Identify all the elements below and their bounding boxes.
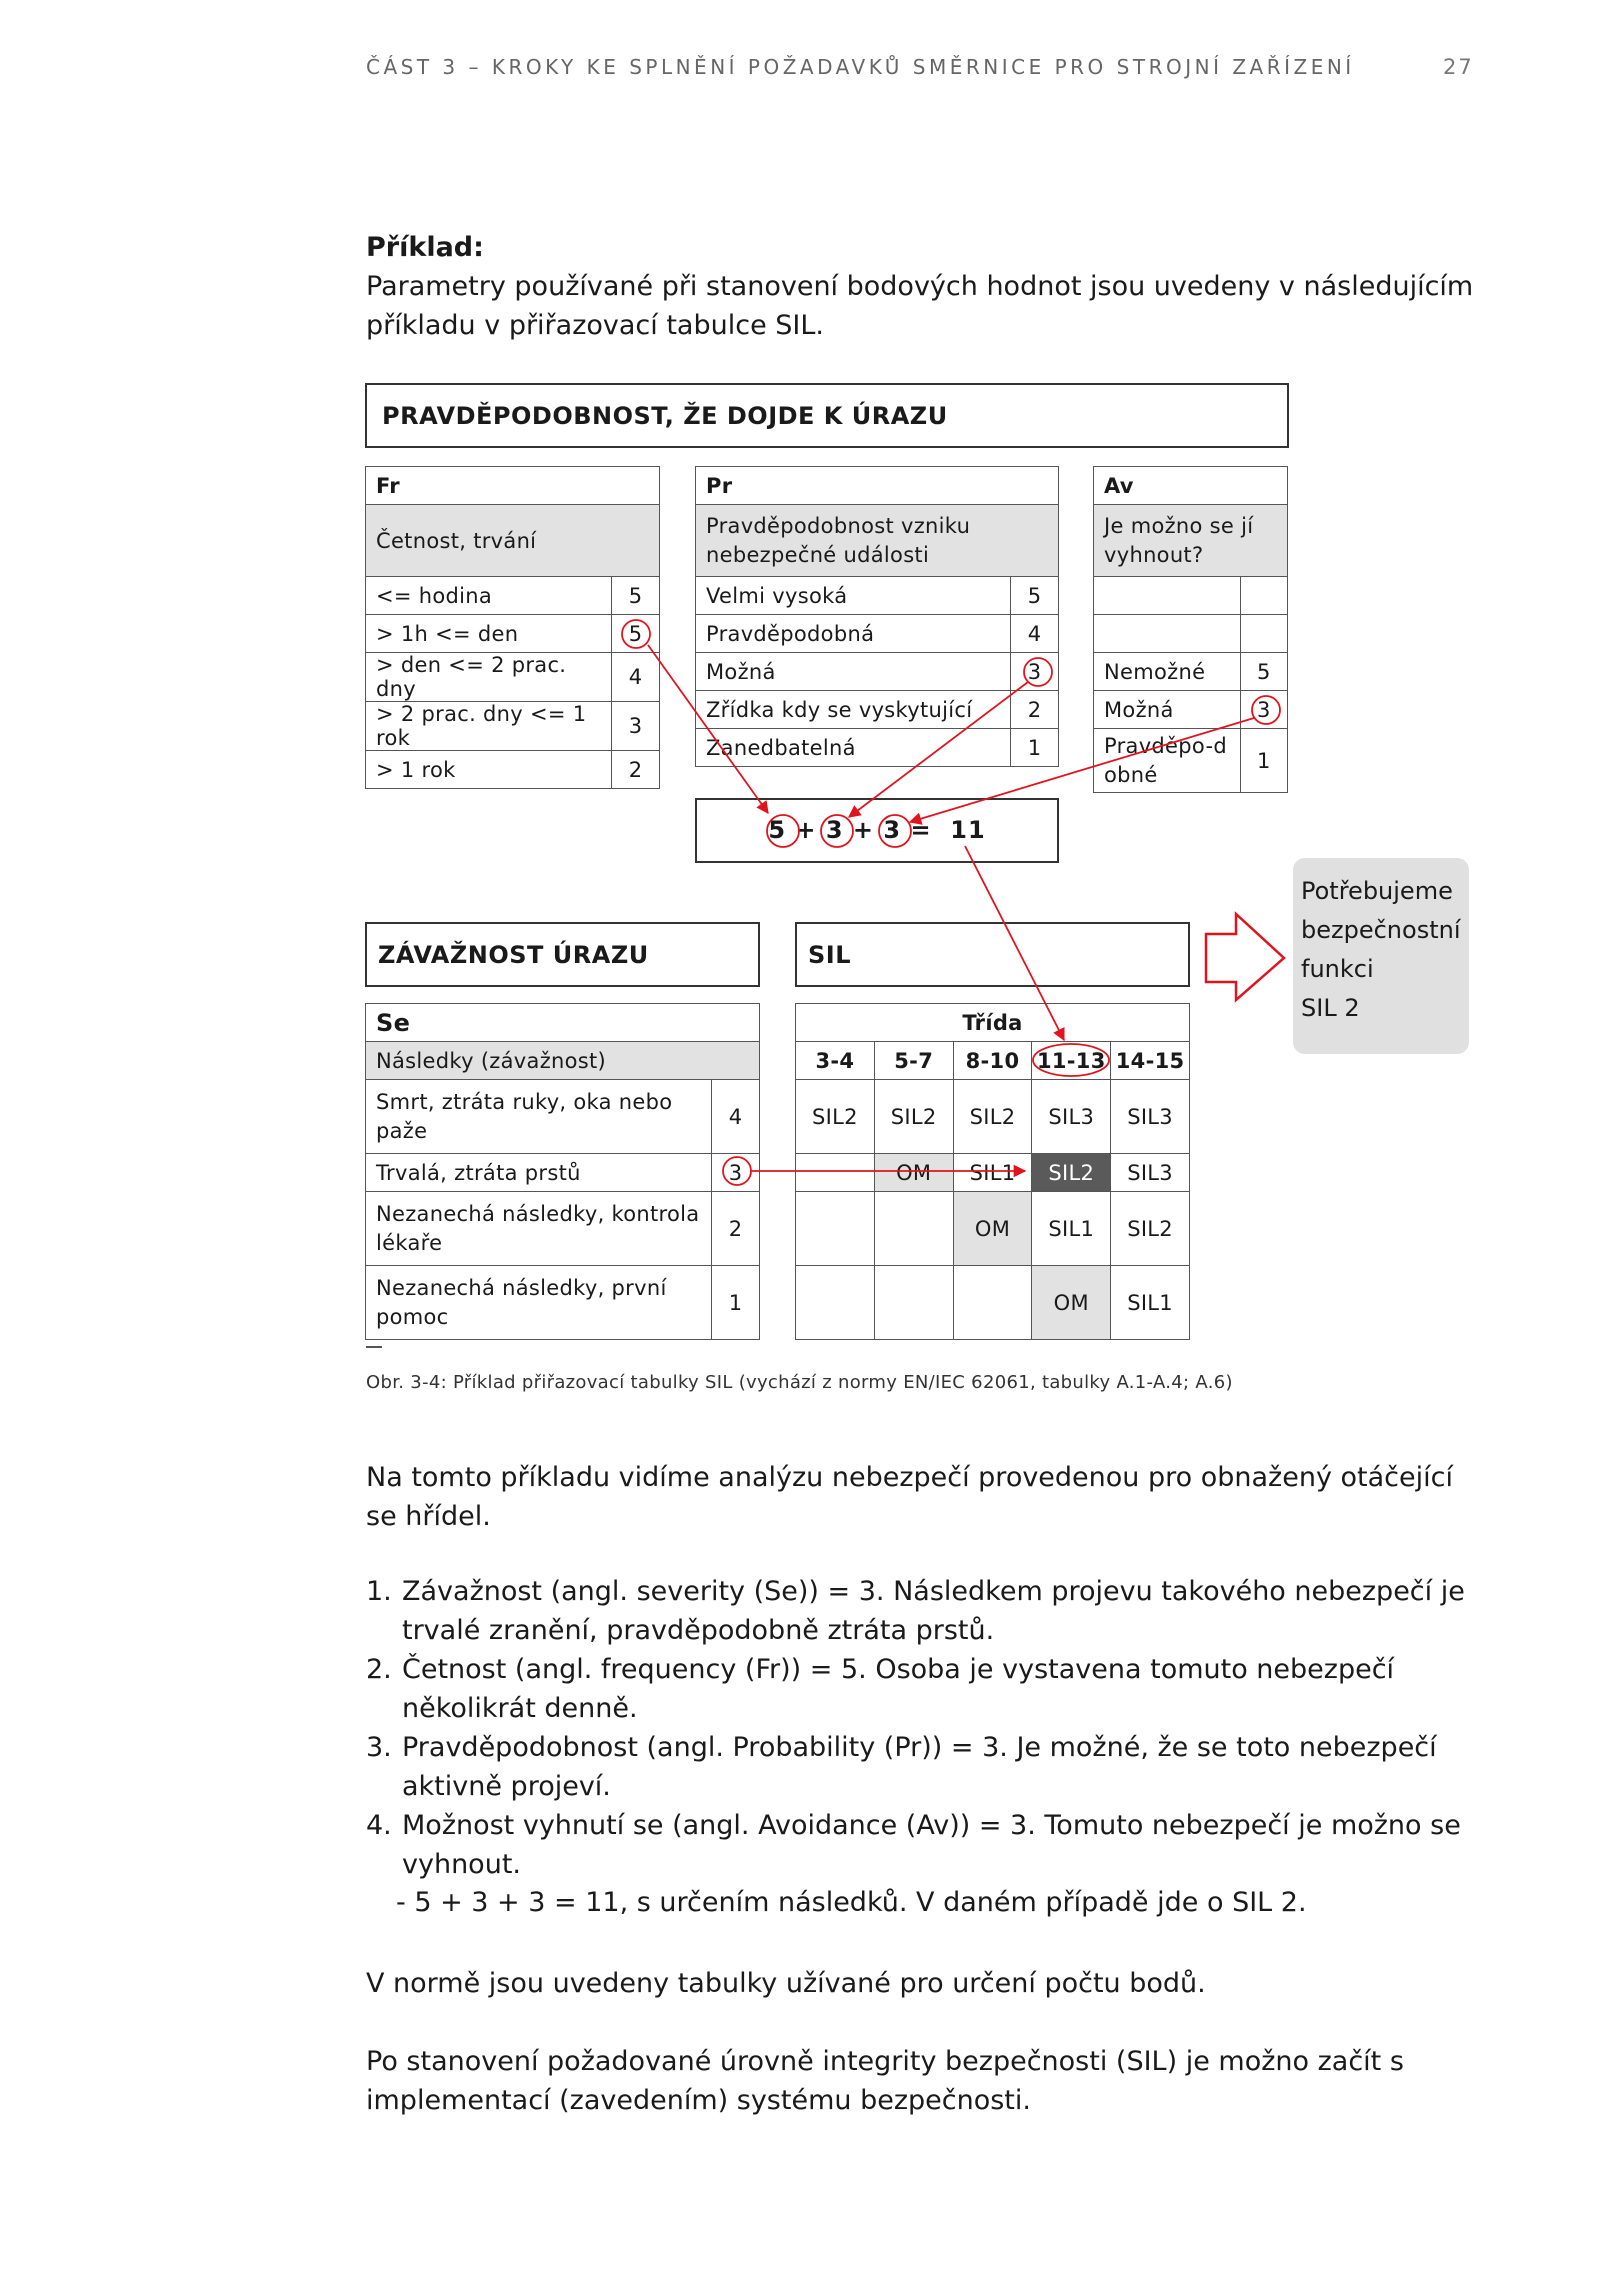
fr-code: Fr bbox=[366, 467, 660, 505]
sil-class: 3-4 bbox=[796, 1042, 875, 1080]
list-number: 3. bbox=[366, 1732, 392, 1763]
sil-cell: OM bbox=[874, 1154, 953, 1192]
pr-row-value: 2 bbox=[1011, 691, 1059, 729]
result-arrow-icon bbox=[1206, 914, 1284, 1000]
sil-cell: SIL2 bbox=[796, 1080, 875, 1154]
se-title: Následky (závažnost) bbox=[366, 1042, 760, 1080]
fr-row-value: 4 bbox=[612, 653, 660, 702]
av-code: Av bbox=[1094, 467, 1288, 505]
se-code: Se bbox=[366, 1004, 760, 1042]
sum-to-class-arrow bbox=[965, 846, 1064, 1040]
list-number: 4. bbox=[366, 1810, 392, 1841]
sil-class: 11-13 bbox=[1032, 1042, 1111, 1080]
pr-title: Pravděpodobnost vzniku nebezpečné události bbox=[696, 505, 1059, 577]
probability-title: PRAVDĚPODOBNOST, ŽE DOJDE K ÚRAZU bbox=[365, 383, 1289, 448]
list-text: Pravděpodobnost (angl. Probability (Pr)) = 3. Je možné, že se toto nebezpečí aktivně projeví. bbox=[402, 1732, 1437, 1802]
callout-line: SIL 2 bbox=[1301, 994, 1360, 1022]
list-text: Závažnost (angl. severity (Se)) = 3. Následkem projevu takového nebezpečí je trvalé zranění, pravděpodobně ztráta prstů. bbox=[402, 1576, 1465, 1646]
sil-class: 14-15 bbox=[1111, 1042, 1190, 1080]
pr-row-value: 1 bbox=[1011, 729, 1059, 767]
sum-term-circle bbox=[879, 815, 911, 847]
steps-list bbox=[366, 1572, 1466, 1884]
fr-row-value: 3 bbox=[612, 702, 660, 751]
class-circle bbox=[1033, 1044, 1109, 1076]
page-number: 27 bbox=[1443, 55, 1474, 79]
sil-cell: SIL2 bbox=[874, 1080, 953, 1154]
selected-value-circle bbox=[622, 620, 650, 648]
list-item bbox=[366, 1806, 1466, 1884]
sil-cell: SIL1 bbox=[1111, 1266, 1190, 1340]
sil-cell: OM bbox=[1032, 1266, 1111, 1340]
pr-row-label: Velmi vysoká bbox=[696, 577, 1011, 615]
sum-plus: + bbox=[852, 816, 875, 844]
sum-equals: = bbox=[910, 816, 932, 844]
av-row-value: 3 bbox=[1240, 691, 1287, 729]
fr-title: Četnost, trvání bbox=[366, 505, 660, 577]
pr-row-label: Možná bbox=[696, 653, 1011, 691]
se-row-label: Nezanechá následky, kontrola lékaře bbox=[366, 1192, 712, 1266]
pr-code: Pr bbox=[696, 467, 1059, 505]
sil-cell: SIL3 bbox=[1032, 1080, 1111, 1154]
sum-term-circle bbox=[767, 815, 799, 847]
av-row-value: 5 bbox=[1240, 653, 1287, 691]
sil-cell: SIL3 bbox=[1111, 1154, 1190, 1192]
sil-cell: SIL2 bbox=[953, 1080, 1032, 1154]
fr-row-label: > 2 prac. dny <= 1 rok bbox=[366, 702, 612, 751]
sil-cell: SIL1 bbox=[1032, 1192, 1111, 1266]
paragraph: V normě jsou uvedeny tabulky užívané pro určení počtu bodů. bbox=[366, 1968, 1206, 1999]
list-item bbox=[366, 1728, 1466, 1806]
selected-value-circle bbox=[1024, 658, 1052, 686]
fr-arrow bbox=[648, 645, 768, 813]
av-row-label: Pravděpo-dobné bbox=[1094, 729, 1241, 793]
running-header: ČÁST 3 – KROKY KE SPLNĚNÍ POŽADAVKŮ SMĚRNICE PRO STROJNÍ ZAŘÍZENÍ bbox=[366, 55, 1355, 79]
fr-row-value: 5 bbox=[612, 615, 660, 653]
fr-row-value: 5 bbox=[612, 577, 660, 615]
pr-row-value: 4 bbox=[1011, 615, 1059, 653]
paragraph: Po stanovení požadované úrovně integrity bezpečnosti (SIL) je možno začít s implementací (zavedením) systému bezpečnosti. bbox=[366, 2046, 1404, 2116]
pr-row-label: Pravděpodobná bbox=[696, 615, 1011, 653]
se-row-label: Nezanechá následky, první pomoc bbox=[366, 1266, 712, 1340]
fr-row-label: > 1h <= den bbox=[366, 615, 612, 653]
se-row-value: 2 bbox=[712, 1192, 760, 1266]
sil-cell-selected: SIL2 bbox=[1032, 1154, 1111, 1192]
sub-item: - 5 + 3 + 3 = 11, s určením následků. V daném případě jde o SIL 2. bbox=[396, 1887, 1307, 1918]
pr-arrow bbox=[849, 682, 1028, 817]
se-row-value: 4 bbox=[712, 1080, 760, 1154]
se-row-label: Smrt, ztráta ruky, oka nebo paže bbox=[366, 1080, 712, 1154]
sil-cell: OM bbox=[953, 1192, 1032, 1266]
paragraph: Na tomto příkladu vidíme analýzu nebezpečí provedenou pro obnažený otáčející se hřídel. bbox=[366, 1462, 1453, 1532]
caption-dash bbox=[366, 1346, 382, 1348]
list-item bbox=[366, 1572, 1466, 1650]
list-text: Četnost (angl. frequency (Fr)) = 5. Osoba je vystavena tomuto nebezpečí několikrát denně. bbox=[402, 1654, 1395, 1724]
sil-cell: SIL1 bbox=[953, 1154, 1032, 1192]
av-row-label: Možná bbox=[1094, 691, 1241, 729]
pr-row-value: 5 bbox=[1011, 577, 1059, 615]
sum-term-circle bbox=[821, 815, 853, 847]
av-arrow bbox=[910, 718, 1254, 822]
list-number: 2. bbox=[366, 1654, 392, 1685]
av-title: Je možno se jí vyhnout? bbox=[1094, 505, 1288, 577]
sil-cell: SIL3 bbox=[1111, 1080, 1190, 1154]
fr-row-label: <= hodina bbox=[366, 577, 612, 615]
fr-row-label: > 1 rok bbox=[366, 751, 612, 789]
sil-cell: SIL2 bbox=[1111, 1192, 1190, 1266]
example-label: Příklad: bbox=[366, 232, 484, 263]
severity-title: ZÁVAŽNOST ÚRAZU bbox=[365, 922, 760, 987]
list-item bbox=[366, 1650, 1466, 1728]
sil-title: SIL bbox=[795, 922, 1190, 987]
list-text: Možnost vyhnutí se (angl. Avoidance (Av)) = 3. Tomuto nebezpečí je možno se vyhnout. bbox=[402, 1810, 1461, 1880]
pr-row-label: Zřídka kdy se vyskytující bbox=[696, 691, 1011, 729]
callout-line: funkci bbox=[1301, 955, 1374, 983]
sum-term: 3 bbox=[883, 816, 902, 844]
callout-line: Potřebujeme bbox=[1301, 877, 1453, 905]
fr-row-label: > den <= 2 prac. dny bbox=[366, 653, 612, 702]
figure-caption: Obr. 3-4: Příklad přiřazovací tabulky SIL (vychází z normy EN/IEC 62061, tabulky A.1-A.4; A.6) bbox=[366, 1372, 1233, 1393]
sum-result: 11 bbox=[950, 816, 986, 844]
sil-class: 8-10 bbox=[953, 1042, 1032, 1080]
pr-row-label: Zanedbatelná bbox=[696, 729, 1011, 767]
sum-plus: + bbox=[795, 816, 817, 844]
se-row-label: Trvalá, ztráta prstů bbox=[366, 1154, 712, 1192]
sum-term: 3 bbox=[825, 816, 844, 844]
fr-row-value: 2 bbox=[612, 751, 660, 789]
av-row-label: Nemožné bbox=[1094, 653, 1241, 691]
sil-class: 5-7 bbox=[874, 1042, 953, 1080]
sil-class-label: Třída bbox=[796, 1004, 1190, 1042]
selected-value-circle bbox=[723, 1157, 751, 1185]
se-row-value: 3 bbox=[712, 1154, 760, 1192]
av-row-value: 1 bbox=[1240, 729, 1287, 793]
intro-text: Parametry používané při stanovení bodových hodnot jsou uvedeny v následujícím příkladu v přiřazovací tabulce SIL. bbox=[366, 271, 1474, 341]
callout-line: bezpečnostní bbox=[1301, 916, 1461, 944]
list-number: 1. bbox=[366, 1576, 392, 1607]
se-row-value: 1 bbox=[712, 1266, 760, 1340]
pr-row-value: 3 bbox=[1011, 653, 1059, 691]
selected-value-circle bbox=[1252, 696, 1280, 724]
sum-term: 5 bbox=[768, 816, 787, 844]
